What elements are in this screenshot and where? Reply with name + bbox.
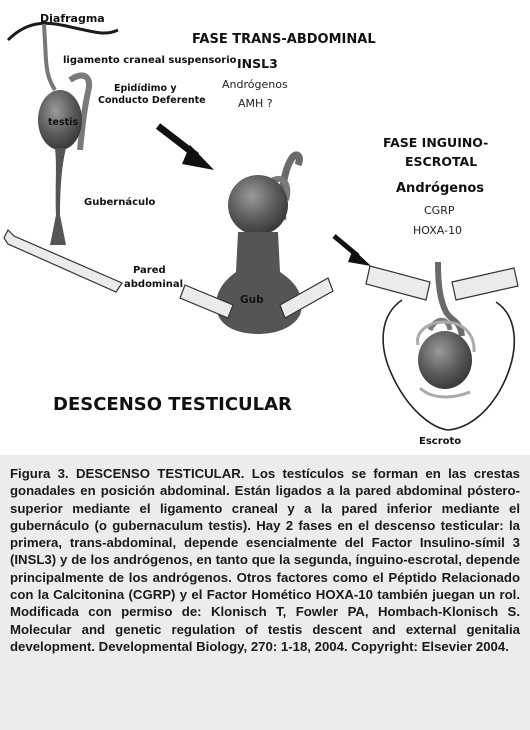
- phase-trans-title: FASE TRANS-ABDOMINAL: [192, 32, 376, 47]
- figure-caption: [0, 455, 530, 730]
- gubernaculum-1: [50, 148, 66, 245]
- phase-inguino-title-2: ESCROTAL: [405, 154, 478, 169]
- diaphragm-line: [8, 23, 118, 40]
- caption-body: Los testículos se forman en las crestas gonadales en posición abdominal. Están ligados a la pared abdominal póstero-superior mediante el ligamento craneal y a la pared inferior mediante el gubernáculo (o gubernaculum testis). Hay 2 fases en el descenso testicular: la primera, trans-abdominal, depende esencialmente del Factor Insulino-símil 3 (INSL3) y de los andrógenos, en tanto que la segunda, ínguino-escrotal, depende principalmente de los andrógenos. Otros factores como el Péptido Relacionado con la Calcitonina (CGRP) y el Factor Homético HOXA-10 también juegan un rol. Modificada con permiso de: Klonisch T, Fowler PA, Hombach-Klonisch S. Molecular and genetic regulation of testis descent and external genitalia development. Developmental Biology, 270: 1-18, 2004. Copyright: Elsevier 2004.: [10, 466, 520, 654]
- caption-lead: Figura 3. DESCENSO TESTICULAR.: [10, 466, 245, 481]
- phase-trans-factor-amh: AMH ?: [238, 97, 273, 110]
- label-escroto: Escroto: [419, 436, 462, 447]
- label-epididimo-2: Conducto Deferente: [98, 95, 206, 106]
- label-epididimo-1: Epidídimo y: [114, 83, 177, 94]
- label-gub: Gub: [240, 294, 264, 306]
- phase-inguino-factor-hoxa: HOXA-10: [413, 224, 463, 237]
- label-testis: testis: [48, 117, 79, 128]
- arrow-stage1-to-stage2: [158, 126, 214, 170]
- phase-trans-factor-androgenos: Andrógenos: [222, 78, 288, 91]
- phase-inguino-title-1: FASE INGUINO-: [383, 135, 489, 150]
- phase-inguino-factor-main: Andrógenos: [396, 181, 485, 196]
- gubernaculum-remnant-3: [420, 388, 470, 397]
- label-ligamento: ligamento craneal suspensorio: [63, 55, 237, 66]
- label-gubernaculo: Gubernáculo: [84, 197, 156, 208]
- phase-trans-factor-main: INSL3: [237, 56, 278, 71]
- label-diafragma: Diafragma: [40, 12, 105, 25]
- label-pared-1: Pared: [133, 265, 166, 276]
- main-title: DESCENSO TESTICULAR: [53, 394, 292, 415]
- abdominal-wall-3-left: [366, 266, 430, 300]
- label-pared-2: abdominal: [124, 279, 184, 290]
- abdominal-wall-3-right: [452, 268, 518, 300]
- gubernaculum-2: [216, 232, 302, 334]
- testis-shape-2: [228, 175, 288, 235]
- testis-shape-3: [418, 331, 472, 389]
- arrow-stage2-to-stage3: [334, 236, 371, 266]
- cranial-ligament: [44, 24, 55, 90]
- phase-inguino-factor-cgrp: CGRP: [424, 204, 455, 217]
